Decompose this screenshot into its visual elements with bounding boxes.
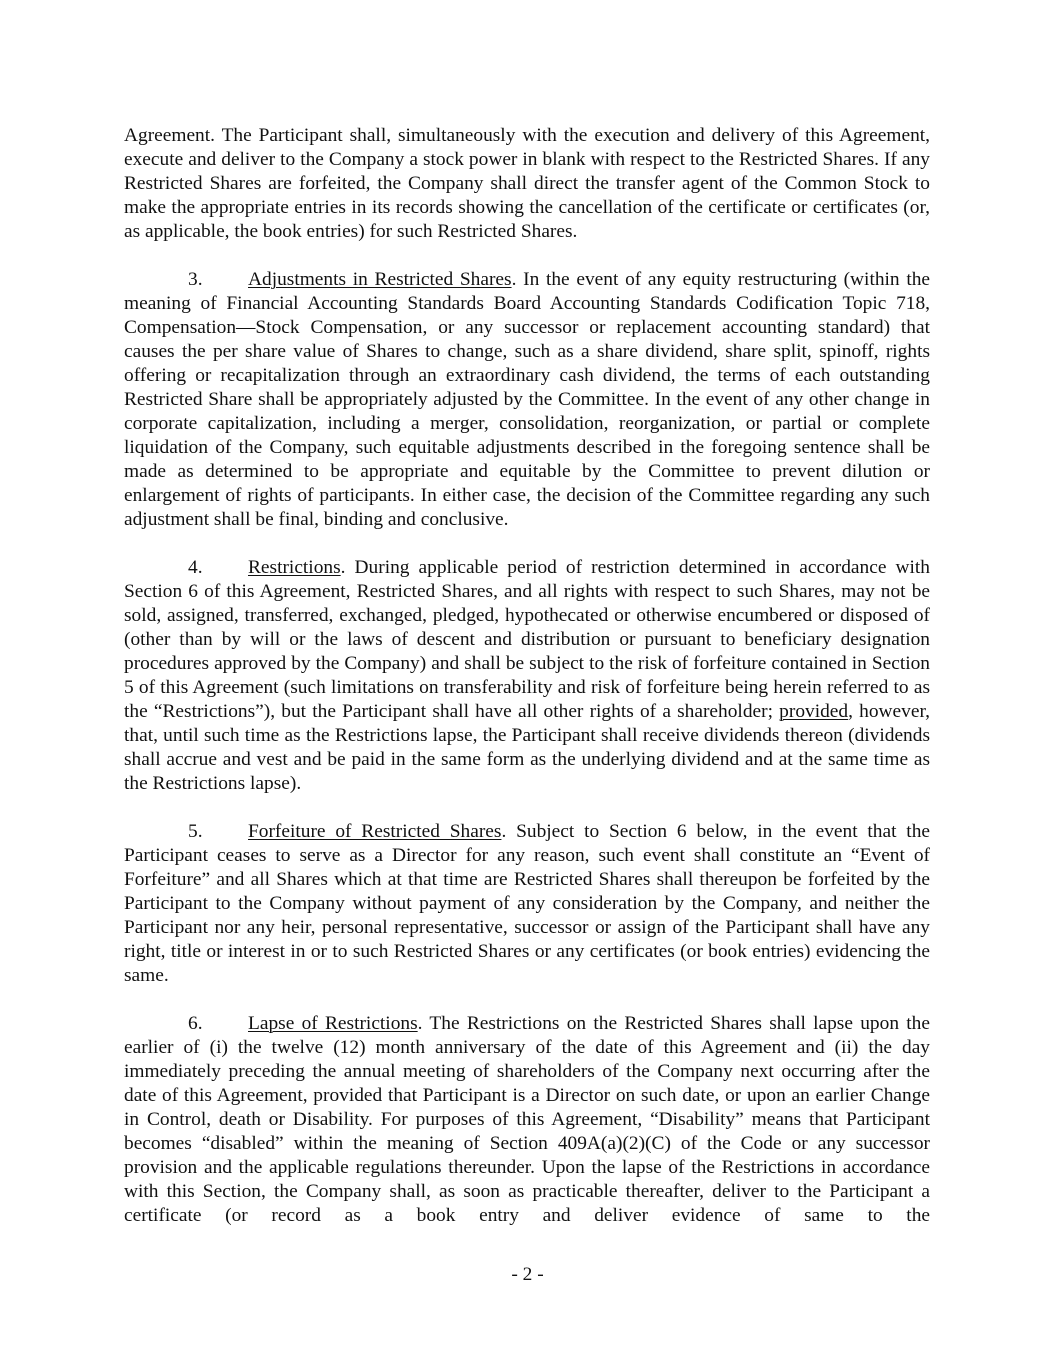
section-number: 4. <box>188 557 203 578</box>
section-body-continued: , however, that, until such time as the Restrictions lapse, the Participant shall receive dividends thereon (dividends shall accrue and vest and be paid in the same form as the underlying dividend and at the same time as the Restrictions lapse). <box>124 701 930 794</box>
section-heading: Lapse of Restrictions <box>248 1013 418 1034</box>
section-heading: Restrictions <box>248 557 341 578</box>
section-6-paragraph <box>124 1012 930 1228</box>
continuation-paragraph: Agreement. The Participant shall, simultaneously with the execution and delivery of this Agreement, execute and deliver to the Company a stock power in blank with respect to the Restricted Shares. If any Restricted Shares are forfeited, the Company shall direct the transfer agent of the Common Stock to make the appropriate entries in its records showing the cancellation of the certificate or certificates (or, as applicable, the book entries) for such Restricted Shares. <box>124 125 930 242</box>
section-3-paragraph <box>124 268 930 532</box>
document-page <box>124 124 930 1228</box>
section-heading: Forfeiture of Restricted Shares <box>248 821 502 842</box>
underlined-term-provided: provided <box>779 701 849 722</box>
section-number: 5. <box>188 821 203 842</box>
section-body: . The Restrictions on the Restricted Shares shall lapse upon the earlier of (i) the twelve (12) month anniversary of the date of this Agreement and (ii) the day immediately preceding the annual meeting of shareholders of the Company next occurring after the date of this Agreement, provided that Participant is a Director on such date, or upon an earlier Change in Control, death or Disability. For purposes of this Agreement, “Disability” means that Participant becomes “disabled” within the meaning of Section 409A(a)(2)(C) of the Code or any successor provision and the applicable regulations thereunder. Upon the lapse of the Restrictions in accordance with this Section, the Company shall, as soon as practicable thereafter, deliver to the Participant a certificate (or record as a book entry and deliver evidence of same to the <box>124 1013 930 1226</box>
section-body: . Subject to Section 6 below, in the event that the Participant ceases to serve as a Director for any reason, such event shall constitute an “Event of Forfeiture” and all Shares which at that time are Restricted Shares shall thereupon be forfeited by the Participant to the Company without payment of any consideration by the Company, and neither the Participant nor any heir, personal representative, successor or assign of the Participant shall have any right, title or interest in or to such Restricted Shares or any certificates (or book entries) evidencing the same. <box>124 821 930 986</box>
page-number: - 2 - <box>511 1264 544 1285</box>
section-number: 6. <box>188 1013 203 1034</box>
section-4-paragraph <box>124 556 930 796</box>
section-body: . During applicable period of restriction determined in accordance with Section 6 of this Agreement, Restricted Shares, and all rights with respect to such Shares, may not be sold, assigned, transferred, exchanged, pledged, hypothecated or otherwise encumbered or disposed of (other than by will or the laws of descent and distribution or pursuant to beneficiary designation procedures approved by the Company) and shall be subject to the risk of forfeiture contained in Section 5 of this Agreement (such limitations on transferability and risk of forfeiture being herein referred to as the “Restrictions”), but the Participant shall have all other rights of a shareholder; <box>124 557 930 722</box>
section-number: 3. <box>188 269 203 290</box>
section-body: . In the event of any equity restructuring (within the meaning of Financial Accounting Standards Board Accounting Standards Codification Topic 718, Compensation—Stock Compensation, or any successor or replacement accounting standard) that causes the per share value of Shares to change, such as a share dividend, share split, spinoff, rights offering or recapitalization through an extraordinary cash dividend, the terms of each outstanding Restricted Share shall be appropriately adjusted by the Committee. In the event of any other change in corporate capitalization, including a merger, consolidation, reorganization, or partial or complete liquidation of the Company, such equitable adjustments described in the foregoing sentence shall be made as determined to be appropriate and equitable by the Committee to prevent dilution or enlargement of rights of participants. In either case, the decision of the Committee regarding any such adjustment shall be final, binding and conclusive. <box>124 269 931 530</box>
section-5-paragraph <box>124 820 930 988</box>
section-heading: Adjustments in Restricted Shares <box>248 269 512 290</box>
